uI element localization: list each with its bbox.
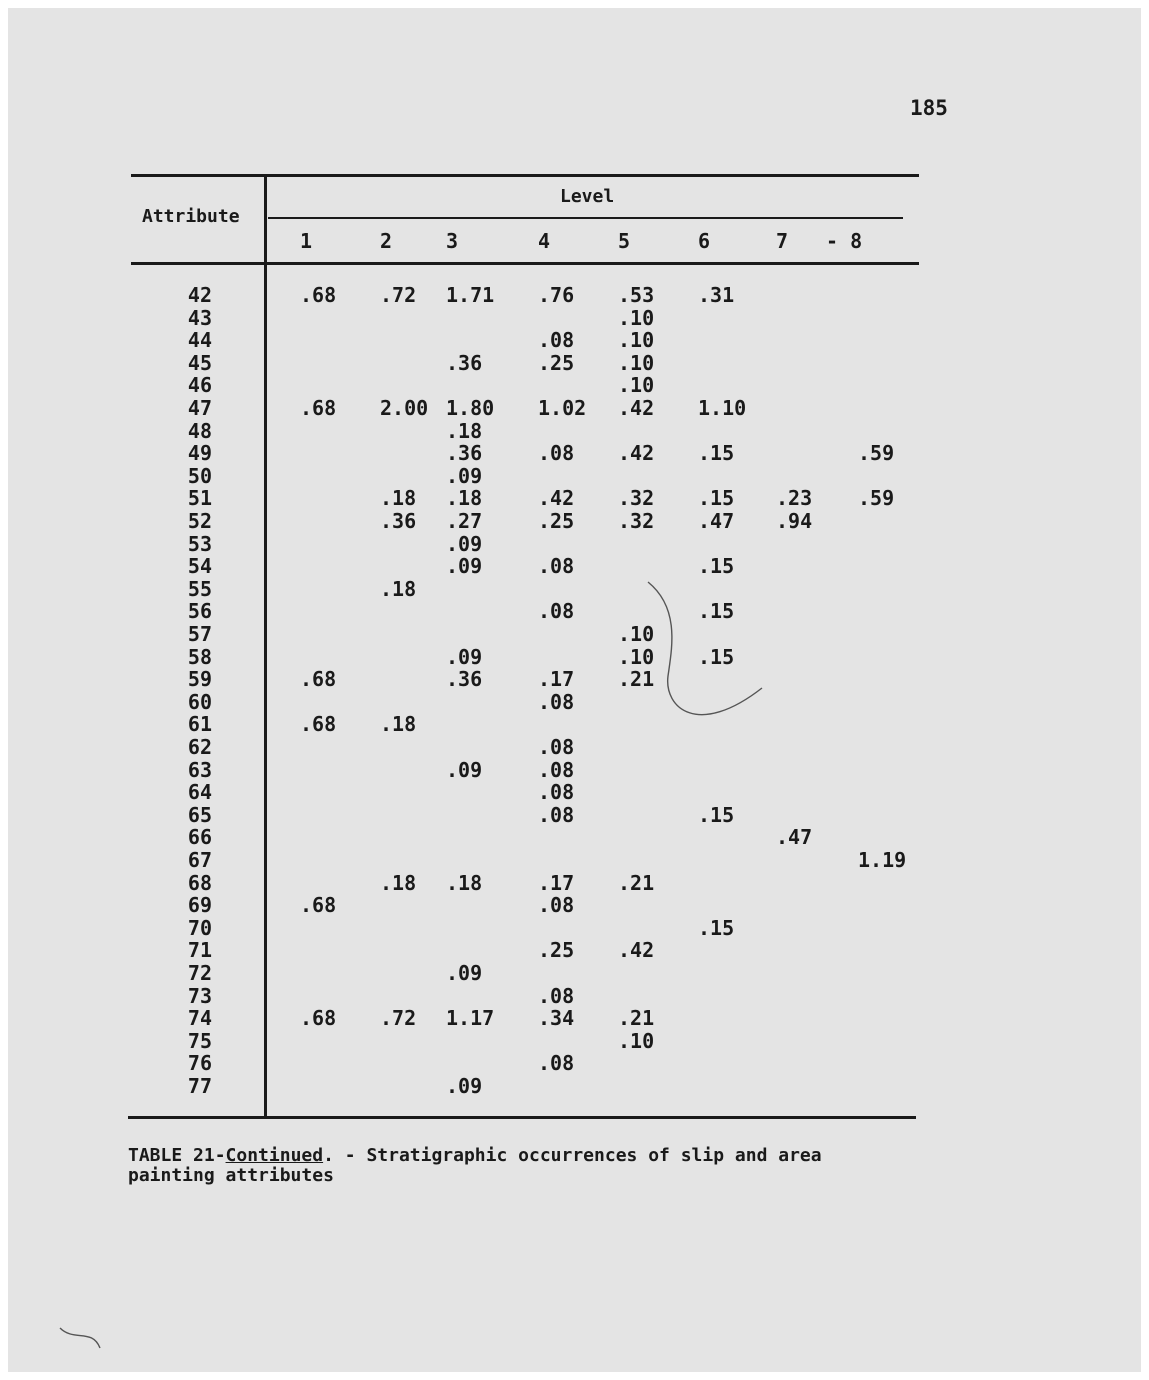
- table-cell: .36: [446, 441, 483, 466]
- table-cell: .47: [698, 509, 735, 533]
- table-cell: .08: [538, 441, 575, 466]
- level-column-header: 3: [446, 229, 459, 253]
- pencil-curve-mark: [648, 582, 762, 715]
- attribute-number: 62: [187, 735, 212, 759]
- level-group-header: Level: [560, 186, 615, 207]
- table-cell: .25: [538, 350, 575, 375]
- pencil-marks: [8, 8, 1141, 1372]
- attribute-number: 73: [187, 983, 212, 1008]
- table-cell: .10: [618, 1028, 655, 1053]
- table-cell: .18: [446, 418, 483, 443]
- table-cell: .08: [538, 983, 575, 1008]
- level-column-header: 6: [698, 229, 711, 253]
- table-cell: .47: [776, 825, 813, 850]
- table-cell: .68: [300, 1006, 337, 1031]
- table-cell: .09: [446, 463, 483, 488]
- table-cell: .36: [446, 350, 483, 375]
- table-cell: 1.10: [698, 396, 747, 420]
- table-cell: .15: [698, 802, 735, 827]
- attribute-number: 57: [187, 622, 212, 646]
- attribute-number: 60: [187, 689, 212, 714]
- table-cell: .08: [538, 554, 575, 579]
- attribute-number: 74: [187, 1006, 212, 1031]
- table-cell: .09: [446, 1074, 483, 1098]
- attribute-number: 50: [187, 463, 212, 488]
- table-cell: .10: [618, 350, 655, 375]
- table-cell: 1.71: [446, 283, 495, 307]
- attribute-number: 52: [187, 509, 212, 533]
- table-cell: .53: [618, 283, 655, 307]
- table-cell: .10: [618, 373, 655, 398]
- table-cell: .36: [446, 667, 483, 692]
- table-cell: .18: [380, 486, 417, 511]
- table-cell: 1.17: [446, 1006, 495, 1031]
- attribute-number: 56: [187, 599, 212, 624]
- table-cell: .18: [380, 712, 417, 737]
- pencil-corner-mark: [60, 1328, 100, 1348]
- table-cell: .59: [858, 486, 895, 511]
- table-cell: .08: [538, 689, 575, 714]
- level-column-header: 1: [300, 229, 313, 253]
- attribute-column-header: Attribute: [142, 206, 240, 227]
- table-cell: .72: [380, 283, 417, 307]
- attribute-number: 69: [187, 893, 212, 918]
- table-cell: .08: [538, 328, 575, 353]
- table-cell: .32: [618, 509, 655, 533]
- table-cell: 1.19: [858, 848, 907, 872]
- attribute-number: 66: [187, 825, 212, 850]
- table-cell: .10: [618, 305, 655, 330]
- table-cell: .59: [858, 441, 895, 466]
- table-cell: .23: [776, 486, 813, 511]
- attribute-number: 67: [187, 848, 212, 872]
- table-cell: .10: [618, 644, 655, 669]
- attribute-number: 53: [187, 531, 212, 556]
- table-cell: .08: [538, 893, 575, 918]
- table-cell: .27: [446, 509, 483, 533]
- table-cell: .08: [538, 757, 575, 782]
- table-cell: 1.80: [446, 396, 495, 420]
- table-cell: .09: [446, 644, 483, 669]
- attribute-number: 46: [187, 373, 212, 398]
- table-cell: .10: [618, 328, 655, 353]
- attribute-number: 76: [187, 1051, 212, 1076]
- table-cell: .31: [698, 283, 735, 307]
- table-cell: .42: [618, 441, 655, 466]
- table-cell: .15: [698, 486, 735, 511]
- level-column-header: - 8: [826, 229, 863, 253]
- table-cell: .42: [618, 396, 655, 420]
- table-cell: .42: [618, 938, 655, 963]
- attribute-number: 44: [187, 328, 212, 353]
- attribute-number: 49: [187, 441, 212, 466]
- table-cell: .68: [300, 712, 337, 737]
- table-cell: .15: [698, 554, 735, 579]
- level-column-header: 5: [618, 229, 631, 253]
- table-cell: .09: [446, 531, 483, 556]
- table-cell: .09: [446, 757, 483, 782]
- table-cell: .08: [538, 1051, 575, 1076]
- table-cell: .25: [538, 938, 575, 963]
- table-cell: .34: [538, 1006, 575, 1031]
- attribute-number: 48: [187, 418, 212, 443]
- table-cell: .68: [300, 283, 337, 307]
- table-cell: .25: [538, 509, 575, 533]
- table-cell: .68: [300, 396, 337, 420]
- table-cell: .17: [538, 667, 575, 692]
- table-cell: .08: [538, 599, 575, 624]
- table-cell: .76: [538, 283, 575, 307]
- document-page: [8, 8, 1141, 1372]
- caption-continued: Continued: [225, 1145, 324, 1166]
- table-cell: .72: [380, 1006, 417, 1031]
- table-cell: .21: [618, 667, 655, 692]
- level-column-header: 2: [380, 229, 393, 253]
- attribute-number: 45: [187, 350, 212, 375]
- table-cell: .15: [698, 915, 735, 940]
- attribute-number: 63: [187, 757, 212, 782]
- caption-text: . - Stratigraphic occurrences of slip and area painting attributes: [128, 1145, 822, 1186]
- table-cell: .68: [300, 893, 337, 918]
- attribute-number: 54: [187, 554, 212, 579]
- attribute-number: 59: [187, 667, 212, 692]
- attribute-number: 47: [187, 396, 212, 420]
- table-cell: .09: [446, 961, 483, 985]
- table-cell: .68: [300, 667, 337, 692]
- table-cell: .18: [446, 870, 483, 895]
- table-cell: .08: [538, 802, 575, 827]
- attribute-number: 75: [187, 1028, 212, 1053]
- attribute-number: 65: [187, 802, 212, 827]
- table-cell: .15: [698, 441, 735, 466]
- attribute-number: 72: [187, 961, 212, 985]
- table-cell: 2.00: [380, 396, 429, 420]
- table-cell: .15: [698, 644, 735, 669]
- table-cell: .18: [380, 576, 417, 601]
- caption-prefix: TABLE 21-: [128, 1145, 226, 1166]
- table-cell: .21: [618, 1006, 655, 1031]
- attribute-number: 71: [187, 938, 212, 963]
- table-cell: .18: [380, 870, 417, 895]
- table-cell: .32: [618, 486, 655, 511]
- attribute-number: 58: [187, 644, 212, 669]
- table-cell: .36: [380, 509, 417, 533]
- attribute-number: 61: [187, 712, 212, 737]
- table-cell: .15: [698, 599, 735, 624]
- table-cell: .08: [538, 735, 575, 759]
- attribute-number: 42: [187, 283, 212, 307]
- attribute-number: 51: [187, 486, 212, 511]
- attribute-number: 77: [187, 1074, 212, 1098]
- table-cell: .09: [446, 554, 483, 579]
- attribute-number: 68: [187, 870, 212, 895]
- attribute-number: 64: [187, 780, 212, 805]
- level-column-header: 4: [538, 229, 551, 253]
- level-column-header: 7: [776, 229, 789, 253]
- table-cell: .17: [538, 870, 575, 895]
- table-cell: .21: [618, 870, 655, 895]
- attribute-number: 70: [187, 915, 212, 940]
- attribute-number: 55: [187, 576, 212, 601]
- table-cell: .42: [538, 486, 575, 511]
- attribute-number: 43: [187, 305, 212, 330]
- table-cell: 1.02: [538, 396, 587, 420]
- table-cell: .10: [618, 622, 655, 646]
- table-cell: .18: [446, 486, 483, 511]
- table-cell: .08: [538, 780, 575, 805]
- page-number: 185: [910, 96, 948, 120]
- table-cell: .94: [776, 509, 813, 533]
